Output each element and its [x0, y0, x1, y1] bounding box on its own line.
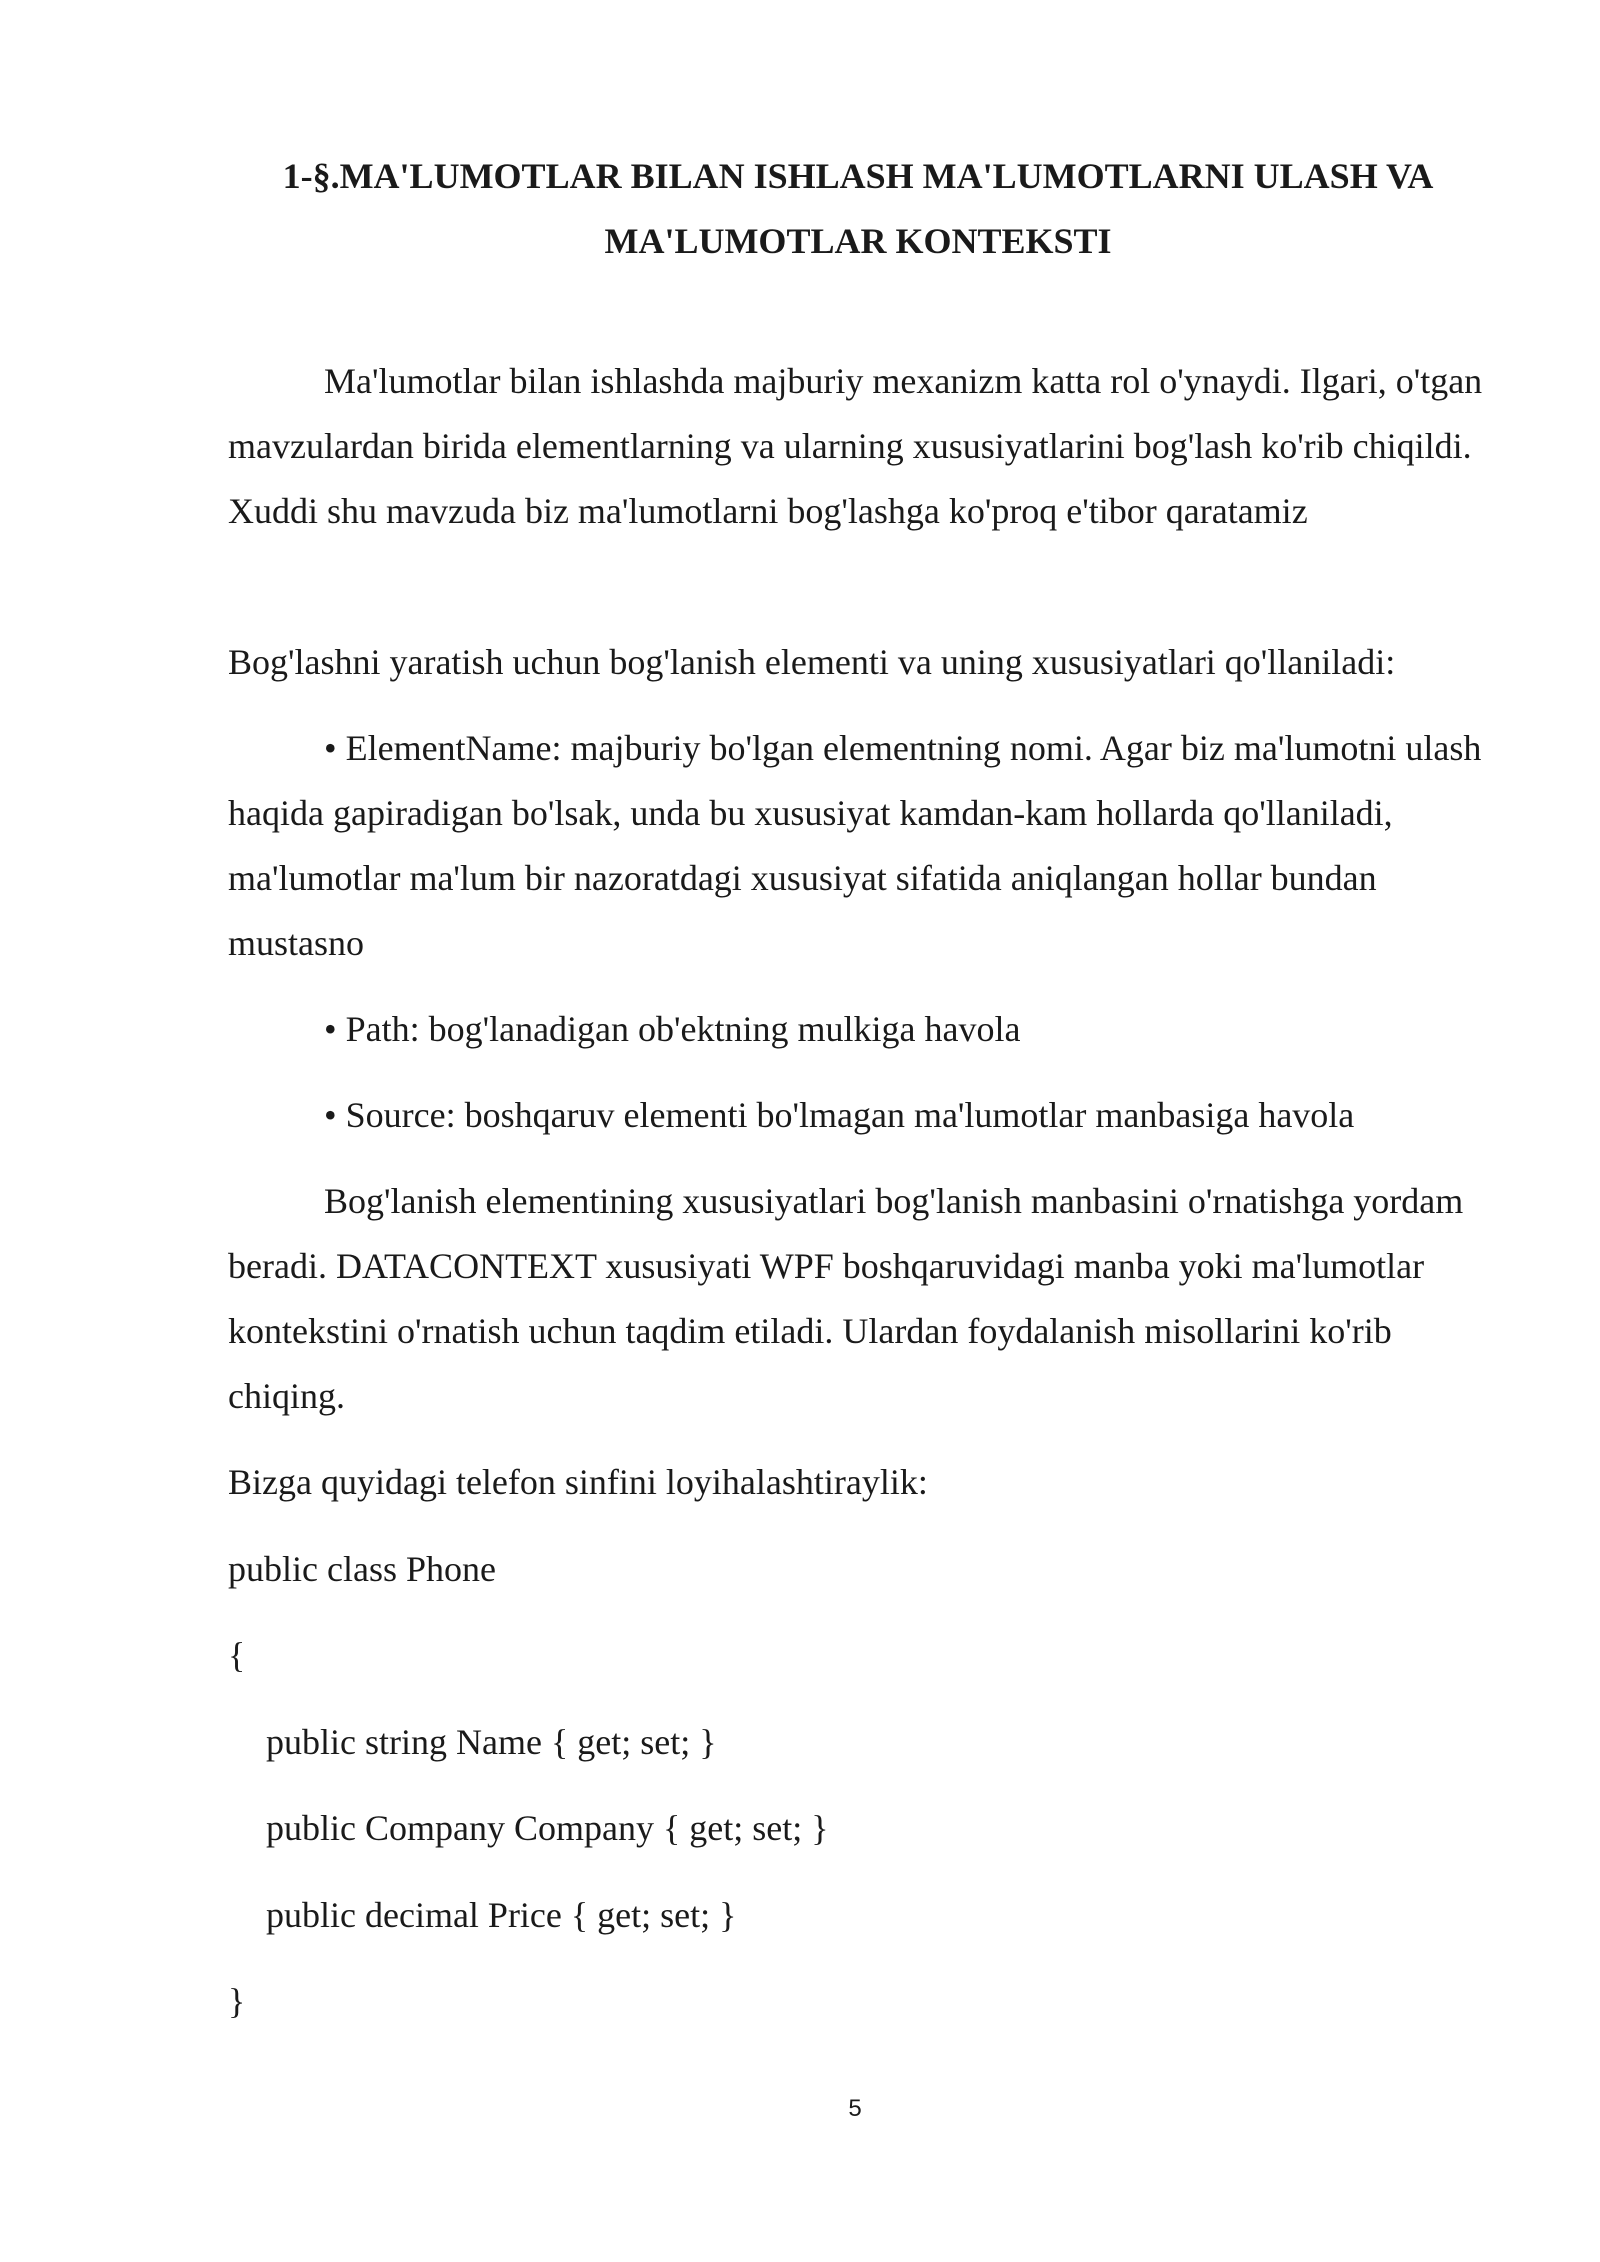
- section-title-line-1: 1-§.MA'LUMOTLAR BILAN ISHLASH MA'LUMOTLARNI ULASH VA: [282, 156, 1434, 196]
- code-line-company-property: public Company Company { get; set; }: [266, 1808, 829, 1848]
- section-title-line-2: MA'LUMOTLAR KONTEKSTI: [604, 221, 1112, 261]
- code-line-price-property: public decimal Price { get; set; }: [266, 1895, 737, 1935]
- code-line-open-brace: {: [228, 1635, 246, 1675]
- code-line-name-property: public string Name { get; set; }: [266, 1722, 717, 1762]
- paragraph-datacontext: Bog'lanish elementining xususiyatlari bog'lanish manbasini o'rnatishga yordam beradi. DATACONTEXT xususiyati WPF boshqaruvidagi manba yoki ma'lumotlar kontekstini o'rnatish uchun taqdim etiladi. Ulardan foydalanish misollarini ko'rib chiqing.: [228, 1181, 1464, 1416]
- code-line-class-declaration: public class Phone: [228, 1549, 496, 1589]
- page-number: 5: [848, 2095, 862, 2122]
- paragraph-intro: Ma'lumotlar bilan ishlashda majburiy mexanizm katta rol o'ynaydi. Ilgari, o'tgan mavzulardan birida elementlarning va ularning xususiyatlarini bog'lash ko'rib chiqildi. Xuddi shu mavzuda biz ma'lumotlarni bog'lashga ko'proq e'tibor qaratamiz: [228, 361, 1483, 531]
- list-item-elementname: • ElementName: majburiy bo'lgan elementning nomi. Agar biz ma'lumotni ulash haqida gapiradigan bo'lsak, unda bu xususiyat kamdan-kam hollarda qo'llaniladi, ma'lumotlar ma'lum bir nazoratdagi xususiyat sifatida aniqlangan hollar bundan mustasno: [228, 728, 1482, 963]
- list-item-source: • Source: boshqaruv elementi bo'lmagan ma'lumotlar manbasiga havola: [324, 1095, 1355, 1135]
- paragraph-binding-properties: Bog'lashni yaratish uchun bog'lanish elementi va uning xususiyatlari qo'llaniladi:: [228, 642, 1396, 682]
- code-line-close-brace: }: [228, 1981, 246, 2021]
- paragraph-phone-class-intro: Bizga quyidagi telefon sinfini loyihalashtiraylik:: [228, 1462, 928, 1502]
- list-item-path: • Path: bog'lanadigan ob'ektning mulkiga havola: [324, 1009, 1021, 1049]
